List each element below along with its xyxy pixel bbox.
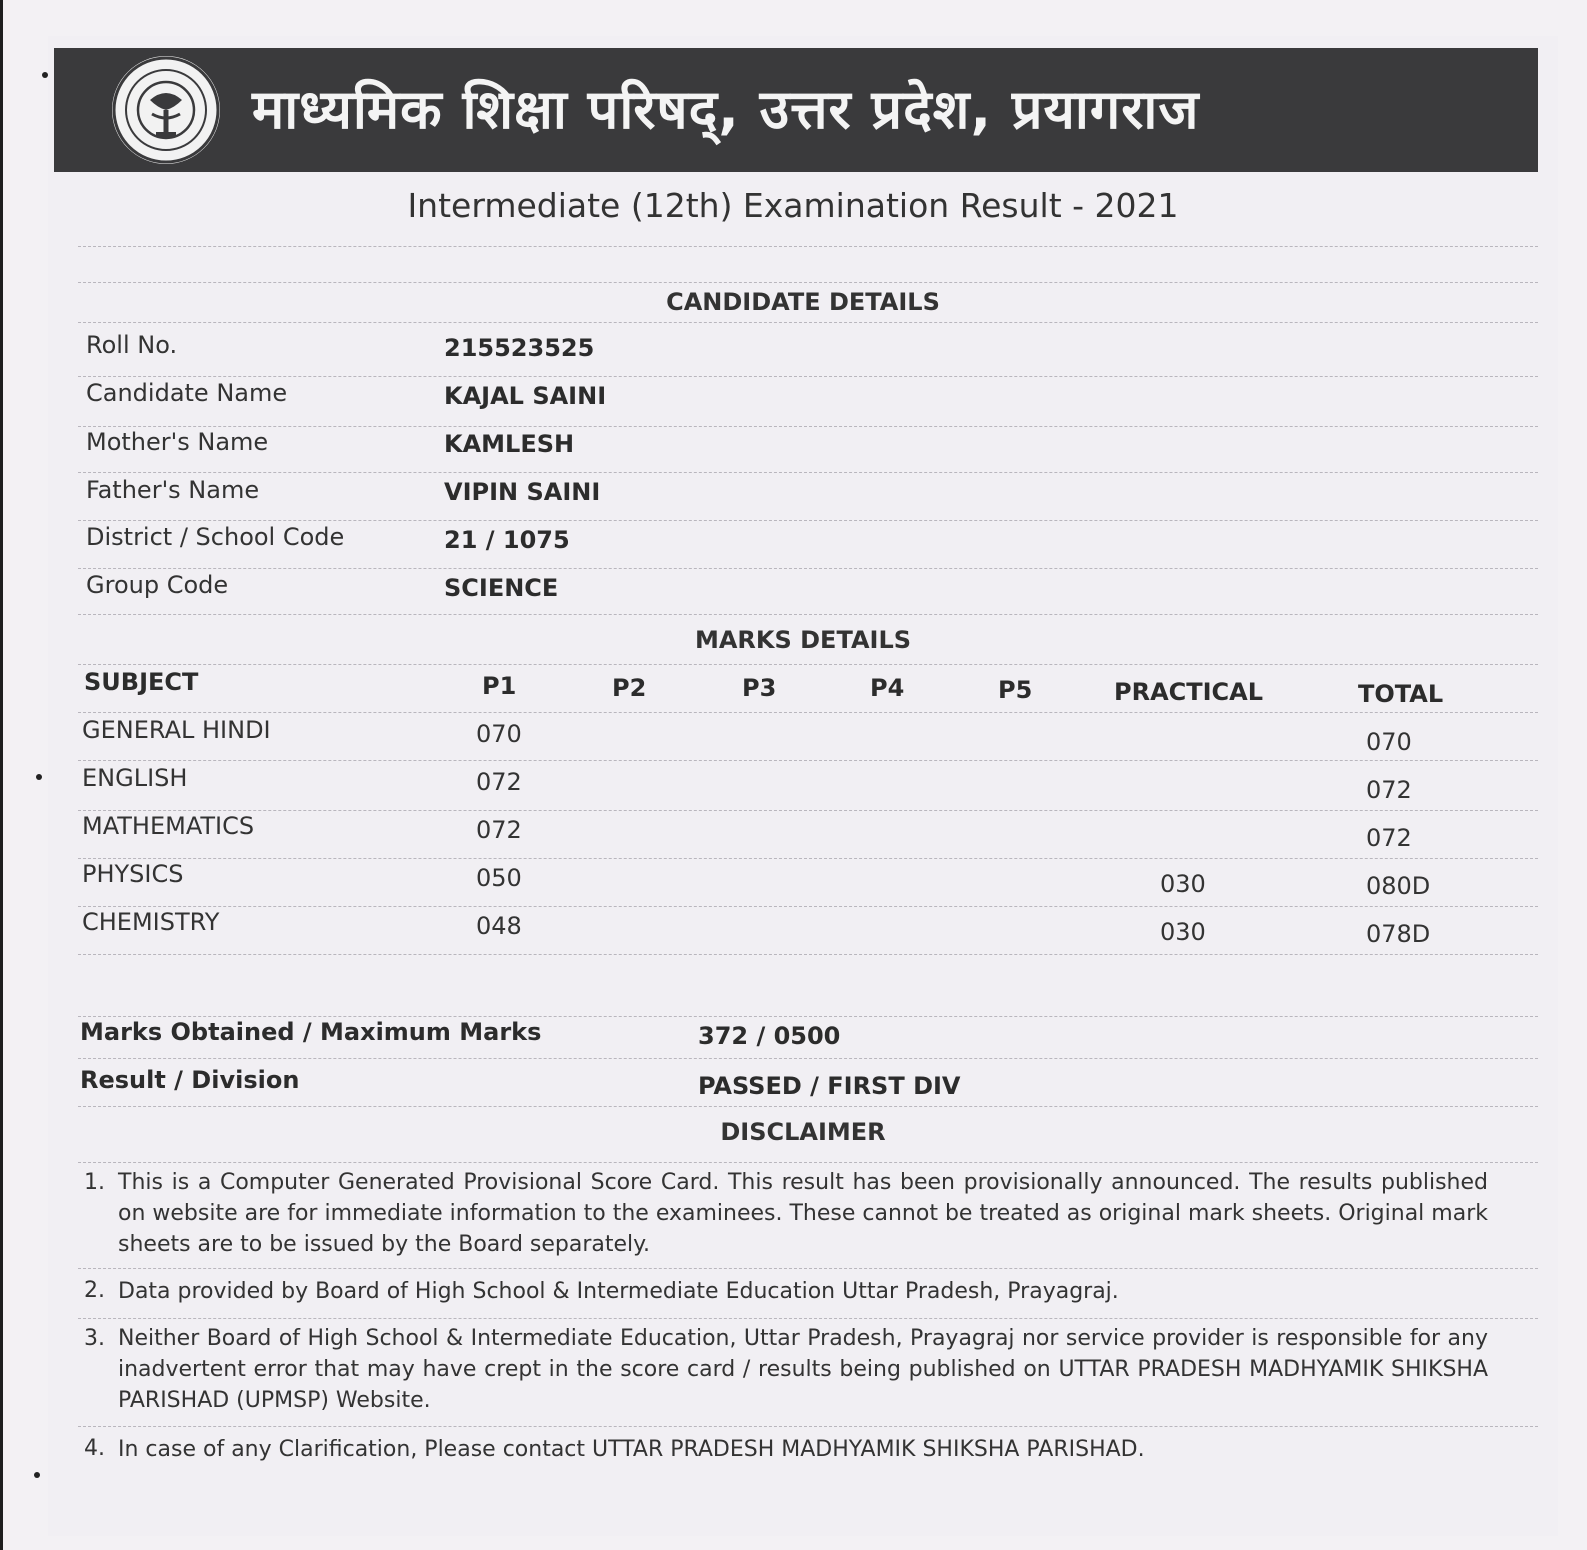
mother-name-value: KAMLESH <box>444 430 575 458</box>
subject-cell: MATHEMATICS <box>82 812 255 840</box>
total-cell: 072 <box>1366 824 1412 852</box>
divider <box>78 1426 1538 1427</box>
column-header-p5: P5 <box>998 676 1033 704</box>
result-sheet <box>48 36 1558 1536</box>
total-cell: 072 <box>1366 776 1412 804</box>
column-header-subject: SUBJECT <box>84 668 199 696</box>
p1-cell: 048 <box>476 912 522 940</box>
divider <box>78 1058 1538 1059</box>
scan-dot <box>36 774 42 780</box>
marks-obtained-label: Marks Obtained / Maximum Marks <box>80 1018 542 1046</box>
marks-obtained-value: 372 / 0500 <box>698 1022 841 1050</box>
disclaimer-number: 4. <box>84 1436 105 1461</box>
roll-no-value: 215523525 <box>444 334 595 362</box>
column-header-p1: P1 <box>482 672 517 700</box>
divider <box>78 712 1538 713</box>
disclaimer-heading: DISCLAIMER <box>720 1118 886 1146</box>
divider <box>78 614 1538 615</box>
subject-cell: ENGLISH <box>82 764 188 792</box>
divider <box>78 472 1538 473</box>
column-header-practical: PRACTICAL <box>1114 678 1264 706</box>
divider <box>78 1016 1538 1017</box>
district-school-code-value: 21 / 1075 <box>444 526 570 554</box>
marks-details-heading: MARKS DETAILS <box>694 626 912 654</box>
father-name-value: VIPIN SAINI <box>444 478 601 506</box>
divider <box>78 282 1538 283</box>
father-name-label: Father's Name <box>86 476 260 504</box>
divider <box>78 376 1538 377</box>
exam-title: Intermediate (12th) Examination Result - 2021 <box>407 186 1179 225</box>
column-header-p4: P4 <box>870 674 905 702</box>
result-division-label: Result / Division <box>80 1066 300 1094</box>
disclaimer-item: Neither Board of High School & Intermediate Education, Uttar Pradesh, Prayagraj nor service provider is responsible for any inadvertent error that may have crept in the score card / results being published on UTTAR PRADESH MADHYAMIK SHIKSHA PARISHAD (UPMSP) Website. <box>118 1326 1488 1413</box>
upmsp-seal-icon <box>112 56 220 164</box>
column-header-total: TOTAL <box>1358 680 1444 708</box>
subject-cell: GENERAL HINDI <box>82 716 271 744</box>
roll-no-label: Roll No. <box>86 331 178 359</box>
p1-cell: 072 <box>476 768 522 796</box>
total-cell: 080D <box>1366 872 1431 900</box>
candidate-name-value: KAJAL SAINI <box>444 382 607 410</box>
column-header-p2: P2 <box>612 674 647 702</box>
divider <box>78 322 1538 323</box>
divider <box>78 760 1538 761</box>
p1-cell: 070 <box>476 720 522 748</box>
disclaimer-number: 2. <box>84 1278 105 1303</box>
divider <box>78 1268 1538 1269</box>
column-header-p3: P3 <box>742 674 777 702</box>
scan-dot <box>34 1472 40 1478</box>
group-code-label: Group Code <box>86 571 229 599</box>
divider <box>78 906 1538 907</box>
divider <box>78 954 1538 955</box>
divider <box>78 520 1538 521</box>
group-code-value: SCIENCE <box>444 574 559 602</box>
subject-cell: CHEMISTRY <box>82 908 220 936</box>
divider <box>78 568 1538 569</box>
disclaimer-number: 1. <box>84 1170 105 1195</box>
practical-cell: 030 <box>1160 918 1206 946</box>
district-school-code-label: District / School Code <box>86 523 345 551</box>
p1-cell: 050 <box>476 864 522 892</box>
disclaimer-item: This is a Computer Generated Provisional Score Card. This result has been provisionally announced. The results published on website are for immediate information to the examinees. These cannot be treated as original mark sheets. Original mark sheets are to be issued by the Board separately. <box>118 1170 1488 1257</box>
total-cell: 078D <box>1366 920 1431 948</box>
total-cell: 070 <box>1366 728 1412 756</box>
divider <box>78 1318 1538 1319</box>
disclaimer-number: 3. <box>84 1326 105 1351</box>
divider <box>78 246 1538 247</box>
divider <box>78 664 1538 665</box>
divider <box>78 1106 1538 1107</box>
candidate-name-label: Candidate Name <box>86 379 288 407</box>
p1-cell: 072 <box>476 816 522 844</box>
subject-cell: PHYSICS <box>82 860 184 888</box>
scan-edge <box>0 0 3 1550</box>
mother-name-label: Mother's Name <box>86 428 269 456</box>
practical-cell: 030 <box>1160 870 1206 898</box>
divider <box>78 426 1538 427</box>
divider <box>78 810 1538 811</box>
divider <box>78 858 1538 859</box>
candidate-details-heading: CANDIDATE DETAILS <box>666 288 940 316</box>
header-banner <box>54 48 1538 172</box>
disclaimer-item: In case of any Clarification, Please contact UTTAR PRADESH MADHYAMIK SHIKSHA PARISHAD. <box>118 1437 1145 1462</box>
result-division-value: PASSED / FIRST DIV <box>698 1072 961 1100</box>
board-title: माध्यमिक शिक्षा परिषद्, उत्तर प्रदेश, प्रयागराज <box>252 78 1200 141</box>
disclaimer-item: Data provided by Board of High School & Intermediate Education Uttar Pradesh, Prayagraj. <box>118 1279 1119 1304</box>
divider <box>78 1162 1538 1163</box>
